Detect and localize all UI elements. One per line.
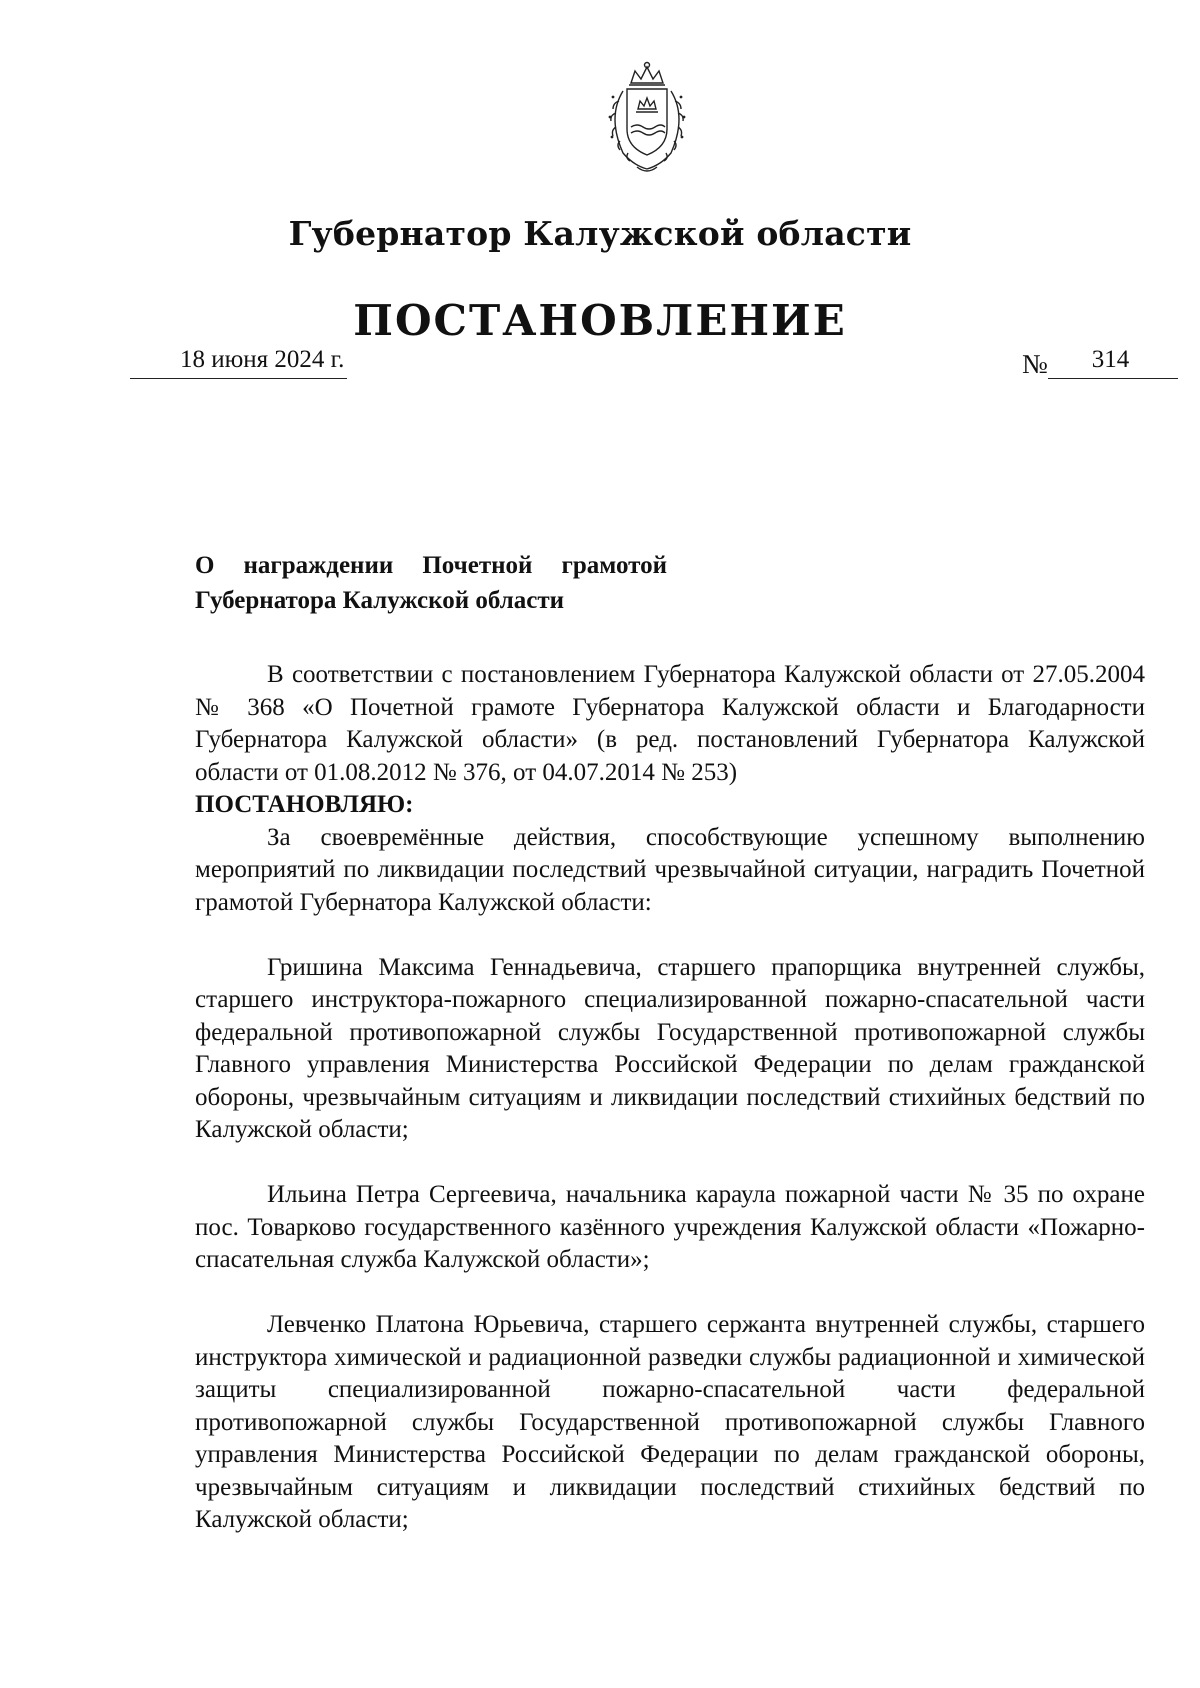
document-number: 314 — [1091, 346, 1130, 373]
awardee-paragraph: Левченко Платона Юрьевича, старшего сержанта внутренней службы, старшего инструктора химической и радиационной разведки службы радиационной и химической защиты специализированной пожарно-спасательной части федеральной противопожарной службы Государственной противопожарной службы Главного управления Министерства Российской Федерации по делам гражданской обороны, чрезвычайным ситуациям и ликвидации последствий стихийных бедствий по Калужской области; — [195, 1311, 1145, 1533]
awardee-paragraph: Гришина Максима Геннадьевича, старшего прапорщика внутренней службы, старшего инструктора-пожарного специализированной пожарно-спасательной части федеральной противопожарной службы Государственной противопожарной службы Главного управления Министерства Российской Федерации по делам гражданской обороны, чрезвычайным ситуациям и ликвидации последствий стихийных бедствий по Калужской области; — [195, 953, 1145, 1143]
document-date: 18 июня 2024 г. — [180, 346, 345, 373]
preamble-paragraph: В соответствии с постановлением Губернатора Калужской области от 27.05.2004 № 368 «О Почетной грамоте Губернатора Калужской области и Благодарности Губернатора Калужской области» (в ред. постановлений Губернатора Калужской области от 01.08.2012 № 376, от 04.07.2014 № 253) — [195, 661, 1145, 786]
number-underline — [1048, 378, 1178, 379]
resolve-heading: ПОСТАНОВЛЯЮ: — [195, 791, 414, 818]
subject-line-2: Губернатора Калужской области — [195, 587, 565, 614]
document-type-title: ПОСТАНОВЛЕНИЕ — [353, 296, 847, 345]
number-label: № — [1022, 349, 1048, 379]
awardee-paragraph: Ильина Петра Сергеевича, начальника караула пожарной части № 35 по охране пос. Товарково государственного казённого учреждения Калужской области «Пожарно-спасательная служба Калужской области»; — [195, 1181, 1145, 1273]
award-intro-paragraph: За своевремённые действия, способствующие успешному выполнению мероприятий по ликвидации последствий чрезвычайной ситуации, наградить Почетной грамотой Губернатора Калужской области: — [195, 823, 1145, 916]
subject-line-1: О награждении Почетной грамотой — [195, 552, 667, 579]
issuer-title: Губернатор Калужской области — [288, 214, 912, 253]
document-subject — [195, 548, 667, 618]
coat-of-arms-emblem — [593, 57, 701, 177]
document-body — [195, 659, 1145, 1537]
date-underline — [130, 378, 347, 379]
